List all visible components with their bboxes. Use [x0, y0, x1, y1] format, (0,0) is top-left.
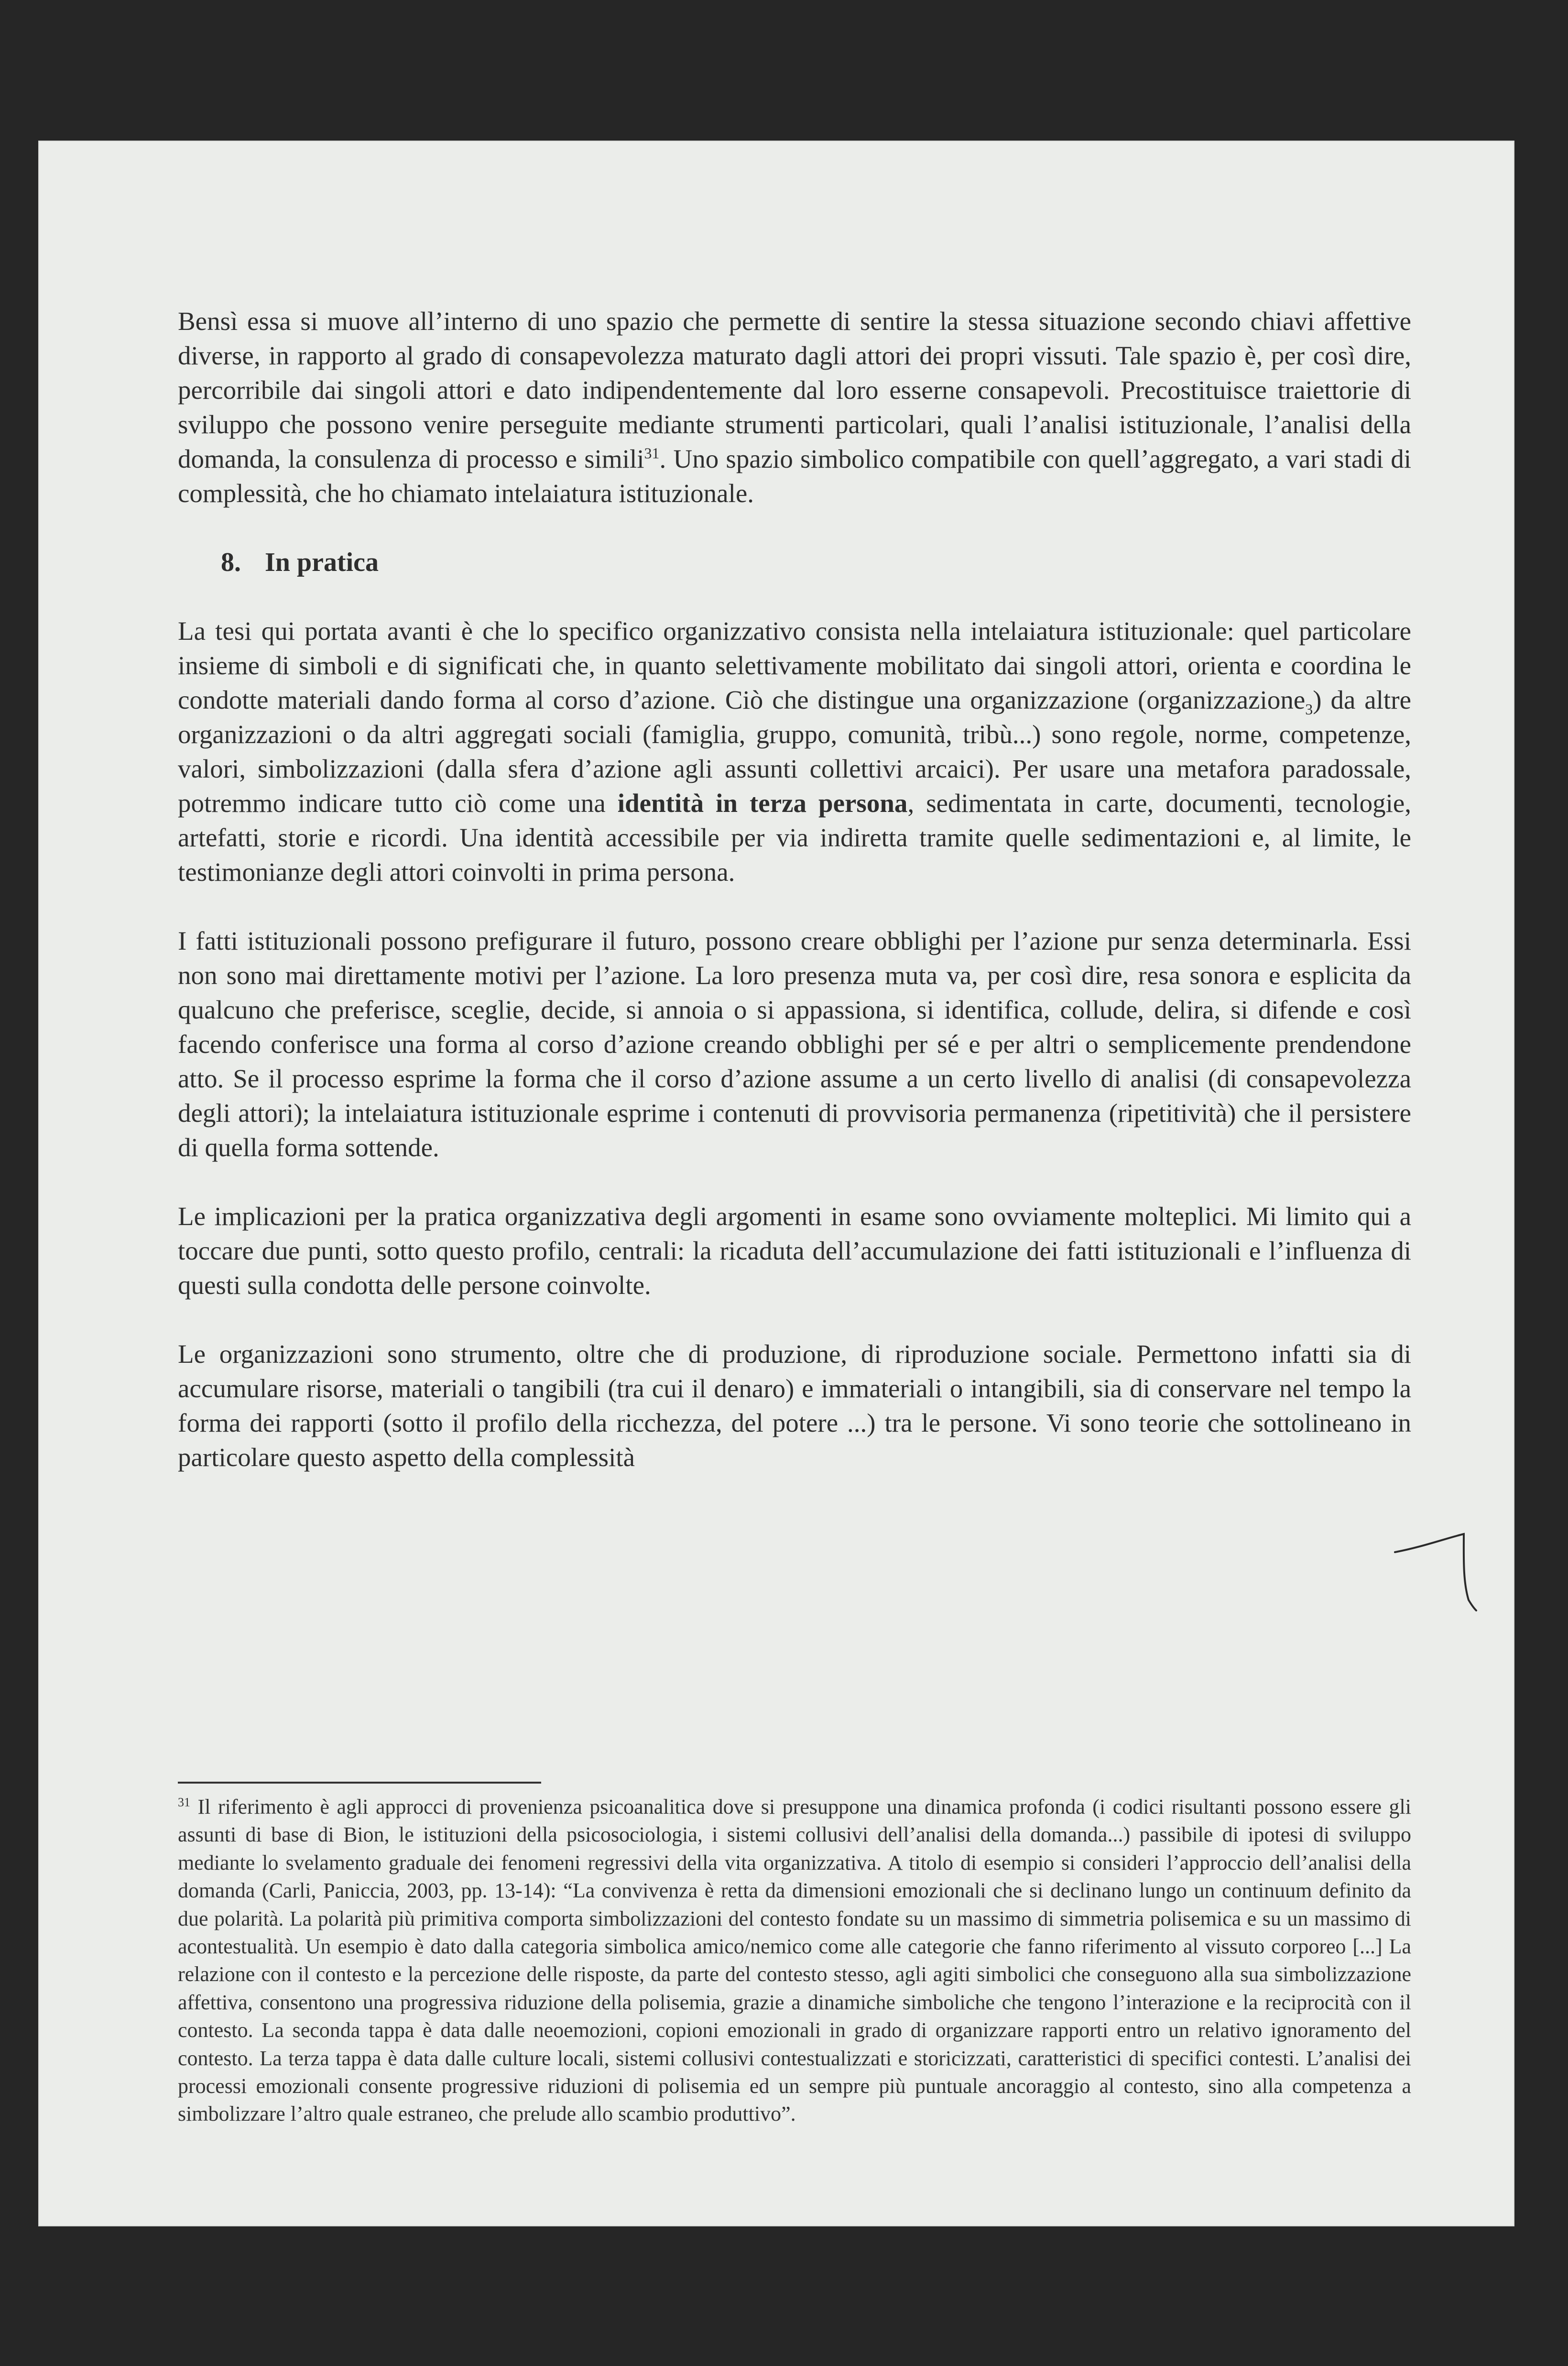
paragraph-5: Le organizzazioni sono strumento, oltre che di produzione, di riproduzione sociale. Permettono infatti sia di accumulare risorse, materiali o tangibili (tra cui il denaro) e immateriali o intangibili, sia di conservare nel tempo la forma dei rapporti (sotto il profilo della ricchezza, del potere ...) tra le persone. Vi sono teorie che sottolineano in particolare questo aspetto della complessità: [178, 1339, 1411, 1472]
footnote-ref-31: 31: [644, 444, 660, 462]
paragraph-2-text-c: , sedimentata in carte, documenti, tecnologie, artefatti, storie e ricordi. Una identità accessibile per via indiretta tramite quelle sedimentazioni e, al limite, le testimonianze degli attori coinvolti in prima persona.: [178, 789, 1412, 887]
footnote-31: [178, 1793, 1411, 2128]
paragraph-1-text: Bensì essa si muove all’interno di uno spazio che permette di sentire la stessa situazione secondo chiavi affettive diverse, in rapporto al grado di consapevolezza maturato dagli attori dei propri vissuti. Tale spazio è, per così dire, percorribile dai singoli attori e dato indipendentemente dal loro esserne consapevoli. Precostituisce traiettorie di sviluppo che possono venire perseguite mediante strumenti particolari, quali l’analisi istituzionale, l’analisi della domanda, la consulenza di processo e simili: [178, 307, 1411, 473]
footnote-number: 31: [178, 1795, 190, 1809]
paragraph-2-text-b: ) da altre organizzazioni o da altri aggregati sociali (famiglia, gruppo, comunità, tribù...) sono regole, norme, competenze, valori, simbolizzazioni (dalla sfera d’azione agli assunti collettivi arcaici). Per usare una metafora paradossale, potremmo indicare tutto ciò come una: [178, 685, 1411, 818]
paragraph-2: [178, 614, 1411, 889]
handwritten-bracket-mark: [1392, 1528, 1483, 1614]
section-number: 8.: [221, 548, 241, 577]
paragraph-1-text-end: . Uno spazio simbolico compatibile con quell’aggregato, a vari stadi di complessità, che ho chiamato intelaiatura istituzionale.: [178, 444, 1411, 508]
bold-phrase: identità in terza persona: [617, 789, 908, 818]
paragraph-4: Le implicazioni per la pratica organizzativa degli argomenti in esame sono ovviamente molteplici. Mi limito qui a toccare due punti, sotto questo profilo, centrali: la ricaduta dell’accumulazione dei fatti istituzionali e l’influenza di questi sulla condotta delle persone coinvolte.: [178, 1202, 1411, 1300]
footnote-text: Il riferimento è agli approcci di provenienza psicoanalitica dove si presuppone una dinamica profonda (i codici risultanti possono essere gli assunti di base di Bion, le istituzioni della psicosociologia, i sistemi collusivi dell’analisi della domanda...) passibile di ipotesi di sviluppo mediante lo svelamento graduale dei fenomeni regressivi della vita organizzativa. A titolo di esempio si consideri l’approccio dell’analisi della domanda (Carli, Paniccia, 2003, pp. 13-14): “La convivenza è retta da dimensioni emozionali che si declinano lungo un continuum definito da due polarità. La polarità più primitiva comporta simbolizzazioni del contesto fondate su un massimo di simmetria polisemica e su un massimo di acontestualità. Un esempio è dato dalla categoria simbolica amico/nemico come alle categorie che fanno riferimento al vissuto corporeo [...] La relazione con il contesto e la percezione delle risposte, da parte del contesto stesso, agli agiti simbolici che conseguono alla sua simbolizzazione affettiva, consentono una progressiva riduzione della polisemia, grazie a dinamiche simboliche che tengono l’interazione e la reciprocità con il contesto. La seconda tappa è data dalle neoemozioni, copioni emozionali in grado di organizzare rapporti entro un relativo ignoramento del contesto. La terza tappa è data dalle culture locali, sistemi collusivi contestualizzati e storicizzati, caratteristici di specifici contesti. L’analisi dei processi emozionali consente progressive riduzioni di polisemia ed un sempre più puntuale ancoraggio al contesto, sino alla competenza a simbolizzare l’altro quale estraneo, che prelude allo scambio produttivo”.: [178, 1795, 1411, 2126]
section-heading: [221, 545, 1411, 580]
page-body: [178, 304, 1411, 1509]
subscript-3: 3: [1305, 701, 1313, 718]
paragraph-2-text-a: La tesi qui portata avanti è che lo specifico organizzativo consista nella intelaiatura istituzionale: quel particolare insieme di simboli e di significati che, in quanto selettivamente mobilitato dai singoli attori, orienta e coordina le condotte materiali dando forma al corso d’azione. Ciò che distingue una organizzazione (organizzazione: [178, 616, 1411, 714]
section-title: In pratica: [265, 548, 379, 577]
document-page: [39, 142, 1514, 2225]
paragraph-3: I fatti istituzionali possono prefigurare il futuro, possono creare obblighi per l’azione pur senza determinarla. Essi non sono mai direttamente motivi per l’azione. La loro presenza muta va, per così dire, resa sonora e esplicita da qualcuno che preferisce, sceglie, decide, si annoia o si appassiona, si identifica, collude, delira, si difende e così facendo conferisce una forma al corso d’azione creando obblighi per sé e per altri o semplicemente prendendone atto. Se il processo esprime la forma che il corso d’azione assume a un certo livello di analisi (di consapevolezza degli attori); la intelaiatura istituzionale esprime i contenuti di provvisoria permanenza (ripetitività) che il persistere di quella forma sottende.: [178, 926, 1411, 1162]
footnote-separator: [178, 1782, 541, 1784]
paragraph-1: [178, 304, 1411, 511]
